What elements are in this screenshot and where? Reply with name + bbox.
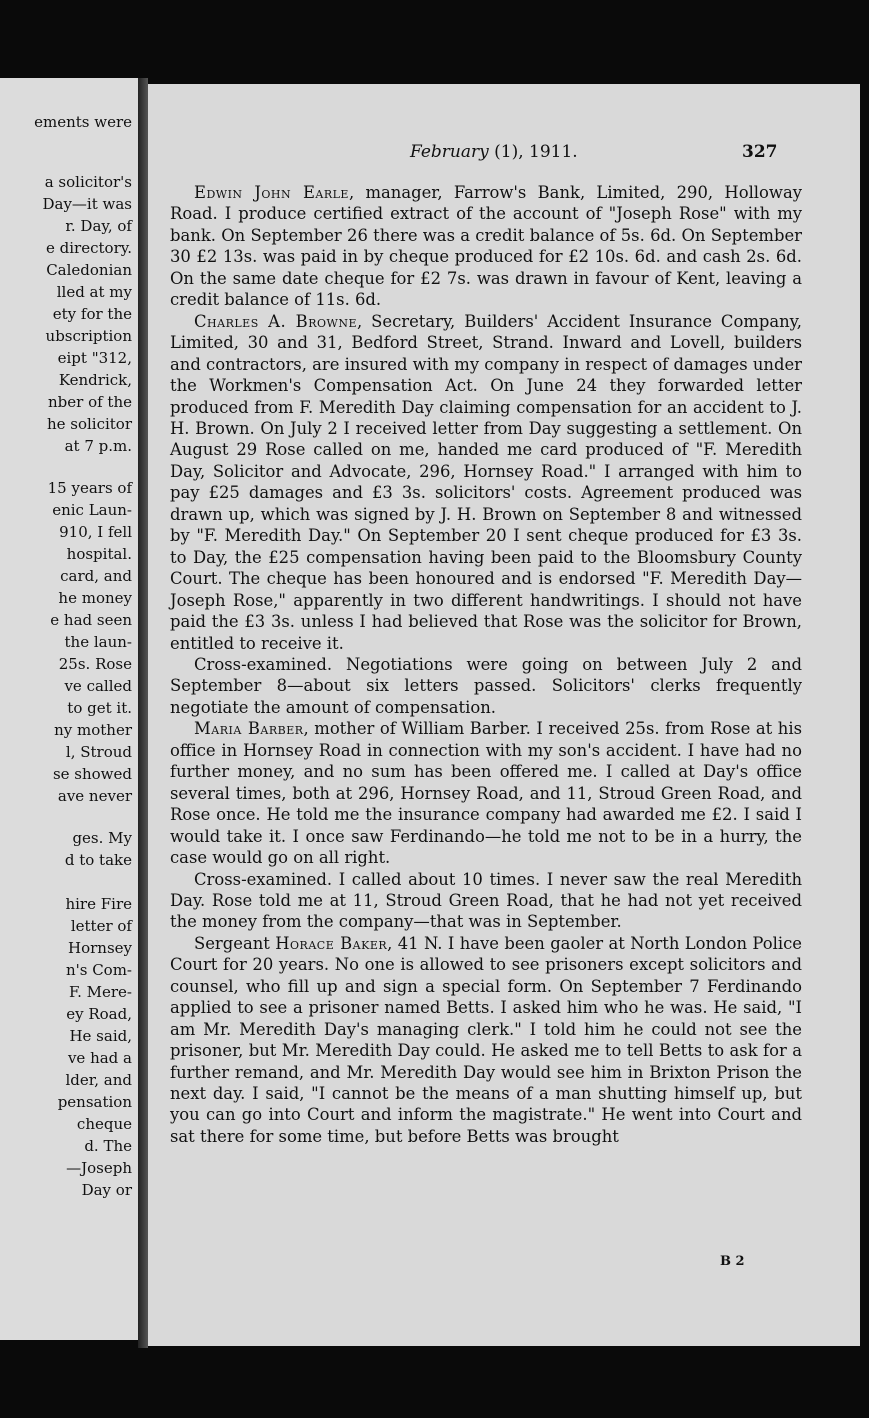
witness-title: Sergeant	[194, 933, 276, 953]
testimony-text: , 41 N. I have been gaoler at North London Police Court for 20 years. No one is allowed to see prisoners except solicitors and counsel, who fill up and sign a special form. On September 7 Ferdinando applied to see a prisoner named Betts. I asked him who he was. He said, "I am Mr. Meredith Day's managing clerk." I told him he could not see the prisoner, but Mr. Meredith Day could. He asked me to tell Betts to ask for a further remand, and Mr. Meredith Day would see him in Brixton Prison the next day. I said, "I cannot be the means of a man shutting himself up, but you can go into Court and inform the magistrate." He went into Court and sat there for some time, but before Betts was brought	[170, 933, 802, 1146]
left-page-line: to get it.	[67, 699, 132, 717]
left-page-line: hire Fire	[65, 895, 132, 913]
left-page-line: lder, and	[65, 1071, 132, 1089]
left-page-line: ve had a	[67, 1049, 132, 1067]
left-page-line: F. Mere-	[69, 983, 132, 1001]
left-page-line: ny mother	[54, 721, 132, 739]
testimony-paragraph	[170, 311, 802, 654]
left-page-line: 15 years of	[47, 479, 132, 497]
left-page-line: n's Com-	[65, 961, 132, 979]
left-page-line: the laun-	[64, 633, 132, 651]
witness-name: Horace Baker	[275, 933, 388, 953]
left-page-line: at 7 p.m.	[64, 437, 132, 455]
left-page-line: nber of the	[48, 393, 132, 411]
left-page-line: ve called	[64, 677, 132, 695]
testimony-text: , Secretary, Builders' Accident Insurance Company, Limited, 30 and 31, Bedford Street, Strand. Inward and Lovell, builders and contractors, are insured with my company in respect of damages under the Workmen's Compensation Act. On June 24 they forwarded letter produced from F. Meredith Day claiming compensation for an accident to J. H. Brown. On July 2 I received letter from Day suggesting a settlement. On August 29 Rose called on me, handed me card produced of "F. Meredith Day, Solicitor and Advocate, 296, Hornsey Road." I arranged with him to pay £25 damages and £3 3s. solicitors' costs. Agreement produced was drawn up, which was signed by J. H. Brown on September 8 and witnessed by "F. Meredith Day." On September 20 I sent cheque produced for £3 3s. to Day, the £25 compensation having been paid to the Bloomsbury County Court. The cheque has been honoured and is endorsed "F. Meredith Day—Joseph Rose," apparently in two different handwritings. I should not have paid the £3 3s. unless I had believed that Rose was the solicitor for Brown, entitled to receive it.	[170, 311, 802, 653]
left-page-line: hospital.	[66, 545, 132, 563]
body-text	[170, 182, 802, 1147]
left-page-line: he money	[58, 589, 132, 607]
left-page-line: l, Stroud	[65, 743, 132, 761]
left-page-line: Day—it was	[42, 195, 132, 213]
left-page-line: Kendrick,	[58, 371, 132, 389]
left-page-line: enic Laun-	[52, 501, 132, 519]
left-page-line: 25s. Rose	[58, 655, 132, 673]
left-page-line: ave never	[57, 787, 132, 805]
running-title: February (1), 1911.	[410, 142, 578, 162]
book-gutter	[138, 78, 148, 1348]
left-page-line: Caledonian	[46, 261, 132, 279]
testimony-text: , manager, Farrow's Bank, Limited, 290, Holloway Road. I produce certified extract of the account of "Joseph Rose" with my bank. On September 26 there was a credit balance of 5s. 6d. On September 30 £2 13s. was paid in by cheque produced for £2 10s. 6d. and cash 2s. 6d. On the same date cheque for £2 7s. was drawn in favour of Kent, leaving a credit balance of 11s. 6d.	[170, 183, 802, 310]
page-number: 327	[742, 142, 778, 162]
left-page-line: Day or	[81, 1181, 132, 1199]
left-page-line: eipt "312,	[57, 349, 132, 367]
left-page-line: cheque	[76, 1115, 132, 1133]
testimony-paragraph	[170, 933, 802, 1148]
testimony-paragraph	[170, 718, 802, 868]
left-page-line: 910, I fell	[59, 523, 132, 541]
left-page-line: d. The	[84, 1137, 132, 1155]
witness-name: Charles A. Browne	[194, 311, 357, 331]
testimony-text: Cross-examined. Negotiations were going on between July 2 and September 8—about six letters passed. Solicitors' clerks frequently negotiate the amount of compensation.	[170, 654, 802, 717]
testimony-paragraph	[170, 182, 802, 311]
left-page-line: He said,	[69, 1027, 132, 1045]
left-page-line: ubscription	[45, 327, 132, 345]
left-page-line: ements were	[34, 113, 132, 131]
left-page-line: ety for the	[52, 305, 132, 323]
left-page-line: ey Road,	[66, 1005, 132, 1023]
left-page-line: e directory.	[46, 239, 132, 257]
left-page-line: a solicitor's	[44, 173, 132, 191]
left-page-line: card, and	[60, 567, 132, 585]
left-facing-page	[0, 78, 141, 1340]
testimony-text: , mother of William Barber. I received 25s. from Rose at his office in Hornsey Road in connection with my son's accident. I have had no further money, and no sum has been offered me. I called at Day's office several times, both at 296, Hornsey Road, and 11, Stroud Green Road, and Rose once. He told me the insurance company had awarded me £2. I said I would take it. I once saw Ferdinando—he told me not to be in a hurry, the case would go on all right.	[170, 719, 802, 868]
left-page-line: r. Day, of	[65, 217, 132, 235]
left-page-line: ges. My	[72, 829, 132, 847]
running-head	[148, 142, 860, 166]
left-page-line: letter of	[70, 917, 132, 935]
left-page-line: se showed	[52, 765, 132, 783]
left-page-line: d to take	[64, 851, 132, 869]
right-page	[148, 84, 860, 1346]
signature-mark: B 2	[720, 1254, 745, 1269]
witness-name: Edwin John Earle	[194, 183, 349, 202]
testimony-paragraph	[170, 869, 802, 933]
left-page-line: pensation	[57, 1093, 132, 1111]
witness-name: Maria Barber	[194, 719, 304, 739]
left-page-line: lled at my	[56, 283, 132, 301]
left-page-line: Hornsey	[68, 939, 132, 957]
testimony-paragraph	[170, 654, 802, 718]
testimony-text: Cross-examined. I called about 10 times. I never saw the real Meredith Day. Rose told me at 11, Stroud Green Road, that he had not yet received the money from the company—that was in September.	[170, 869, 802, 932]
left-page-line: e had seen	[50, 611, 132, 629]
left-page-line: he solicitor	[46, 415, 132, 433]
left-page-line: —Joseph	[66, 1159, 132, 1177]
